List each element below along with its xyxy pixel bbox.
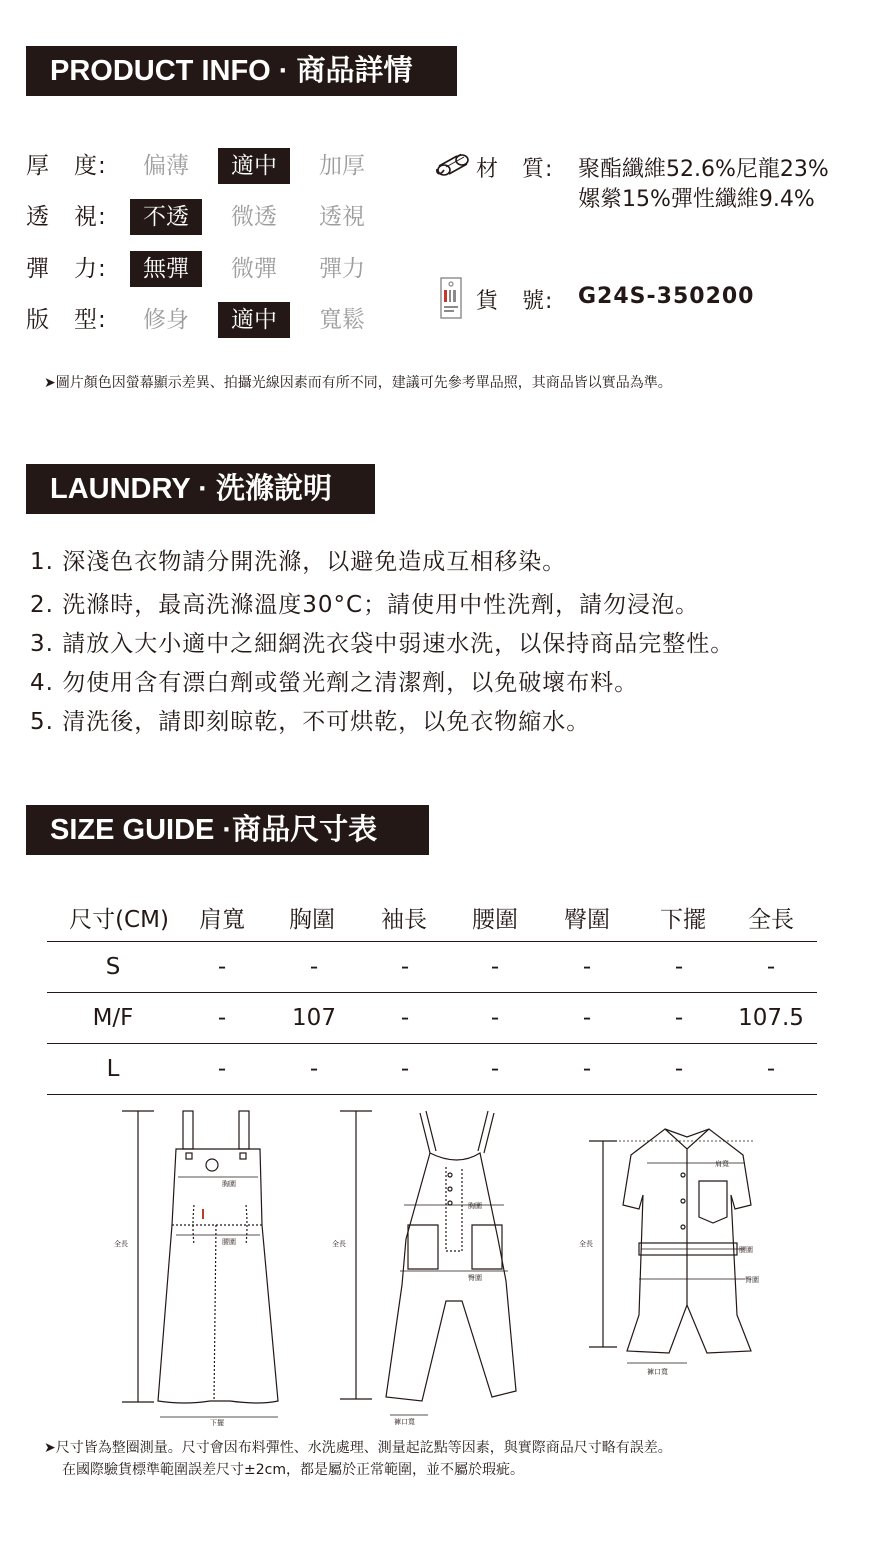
attribute-option: 修身 [143, 307, 189, 333]
overalls-tapered-drawing [328, 1105, 528, 1425]
size-cell: S [105, 954, 121, 980]
value-cell: - [674, 1005, 684, 1031]
attribute-option: 加厚 [319, 153, 365, 179]
value-cell: - [490, 1005, 500, 1031]
label-full-length: 全長 [332, 1240, 346, 1248]
label-chest: 胸圍 [222, 1180, 236, 1188]
attribute-option: 透視 [319, 204, 365, 230]
value-cell: - [674, 1056, 684, 1082]
column-header: 全長 [748, 906, 794, 933]
column-header: 尺寸(CM) [69, 906, 169, 933]
column-header: 肩寬 [199, 906, 245, 933]
value-cell: - [490, 1056, 500, 1082]
attribute-option: 適中 [218, 302, 290, 338]
attribute-option: 不透 [130, 199, 202, 235]
label-chest: 胸圍 [468, 1202, 482, 1210]
table-row [47, 993, 817, 1044]
price-tag-icon [438, 276, 464, 320]
value-cell: - [400, 1005, 410, 1031]
value-cell: - [400, 1056, 410, 1082]
label-waist: 腰圍 [739, 1246, 753, 1254]
value-cell: - [309, 1056, 319, 1082]
attribute-option: 微彈 [231, 256, 277, 282]
value-cell: - [674, 954, 684, 980]
label-hip: 臀圍 [468, 1274, 482, 1282]
value-cell: 107.5 [738, 1005, 804, 1031]
attribute-option: 偏薄 [143, 153, 189, 179]
value-cell: - [766, 954, 776, 980]
attribute-option: 彈力 [319, 256, 365, 282]
column-header: 袖長 [381, 906, 427, 933]
size-note-line-2: 在國際驗貨標準範圍誤差尺寸±2cm，都是屬於正常範圍，並不屬於瑕疵。 [62, 1462, 524, 1478]
overalls-wide-leg-diagram [110, 1105, 300, 1425]
thread-spool-icon [434, 152, 472, 178]
sku-value: G24S-350200 [578, 284, 755, 309]
table-row [47, 1044, 817, 1095]
value-cell: - [582, 1005, 592, 1031]
laundry-item: 4. 勿使用含有漂白劑或螢光劑之清潔劑，以免破壞布料。 [30, 670, 639, 696]
size-guide-header: SIZE GUIDE ·商品尺寸表 [26, 805, 429, 855]
material-line-2: 嫘縈15%彈性纖維9.4% [578, 187, 815, 212]
label-waist: 腰圍 [222, 1238, 236, 1246]
attribute-label: 彈 力: [26, 256, 107, 282]
value-cell: - [217, 954, 227, 980]
label-hip: 臀圍 [745, 1276, 759, 1284]
value-cell: - [582, 1056, 592, 1082]
laundry-header: LAUNDRY · 洗滌說明 [26, 464, 375, 514]
size-table-header-row [47, 893, 817, 942]
jumpsuit-diagram [575, 1105, 775, 1425]
value-cell: - [217, 1056, 227, 1082]
attribute-label: 版 型: [26, 307, 107, 333]
laundry-item: 2. 洗滌時，最高洗滌溫度30°C；請使用中性洗劑，請勿浸泡。 [30, 592, 700, 618]
attribute-option: 微透 [231, 204, 277, 230]
column-header: 胸圍 [289, 906, 335, 933]
table-row [47, 942, 817, 993]
value-cell: - [400, 954, 410, 980]
value-cell: - [582, 954, 592, 980]
label-full-length: 全長 [114, 1240, 128, 1248]
laundry-item: 5. 清洗後，請即刻晾乾，不可烘乾，以免衣物縮水。 [30, 709, 591, 735]
column-header: 臀圍 [564, 906, 610, 933]
attribute-label: 厚 度: [26, 153, 107, 179]
overalls-tapered-diagram [328, 1105, 528, 1425]
laundry-item: 1. 深淺色衣物請分開洗滌，以避免造成互相移染。 [30, 549, 567, 575]
overalls-wide-leg-drawing [110, 1105, 300, 1425]
size-note-line-1: ➤尺寸皆為整圈測量。尺寸會因布料彈性、水洗處理、測量起訖點等因素，與實際商品尺寸略有誤差。 [44, 1440, 672, 1456]
value-cell: - [217, 1005, 227, 1031]
attribute-option: 寬鬆 [319, 307, 365, 333]
value-cell: 107 [292, 1005, 336, 1031]
color-disclaimer: ➤圖片顏色因螢幕顯示差異、拍攝光線因素而有所不同，建議可先參考單品照，其商品皆以實品為準。 [44, 375, 672, 391]
attribute-label: 透 視: [26, 204, 107, 230]
size-cell: M/F [92, 1005, 134, 1031]
jumpsuit-drawing [575, 1105, 775, 1425]
value-cell: - [309, 954, 319, 980]
attribute-option: 無彈 [130, 251, 202, 287]
label-shoulder: 肩寬 [715, 1160, 729, 1168]
label-leg-opening: 褲口寬 [394, 1418, 415, 1426]
value-cell: - [490, 954, 500, 980]
size-table [47, 893, 817, 1095]
label-leg-opening: 褲口寬 [647, 1368, 668, 1376]
sku-label: 貨 號: [476, 289, 554, 314]
value-cell: - [766, 1056, 776, 1082]
label-hem: 下擺 [210, 1419, 224, 1427]
laundry-item: 3. 請放入大小適中之細網洗衣袋中弱速水洗，以保持商品完整性。 [30, 631, 735, 657]
product-info-header: PRODUCT INFO · 商品詳情 [26, 46, 457, 96]
size-cell: L [106, 1056, 120, 1082]
column-header: 腰圍 [472, 906, 518, 933]
material-label: 材 質: [476, 157, 554, 182]
label-full-length: 全長 [579, 1240, 593, 1248]
column-header: 下擺 [660, 906, 706, 933]
attribute-option: 適中 [218, 148, 290, 184]
material-line-1: 聚酯纖維52.6%尼龍23% [578, 157, 829, 182]
